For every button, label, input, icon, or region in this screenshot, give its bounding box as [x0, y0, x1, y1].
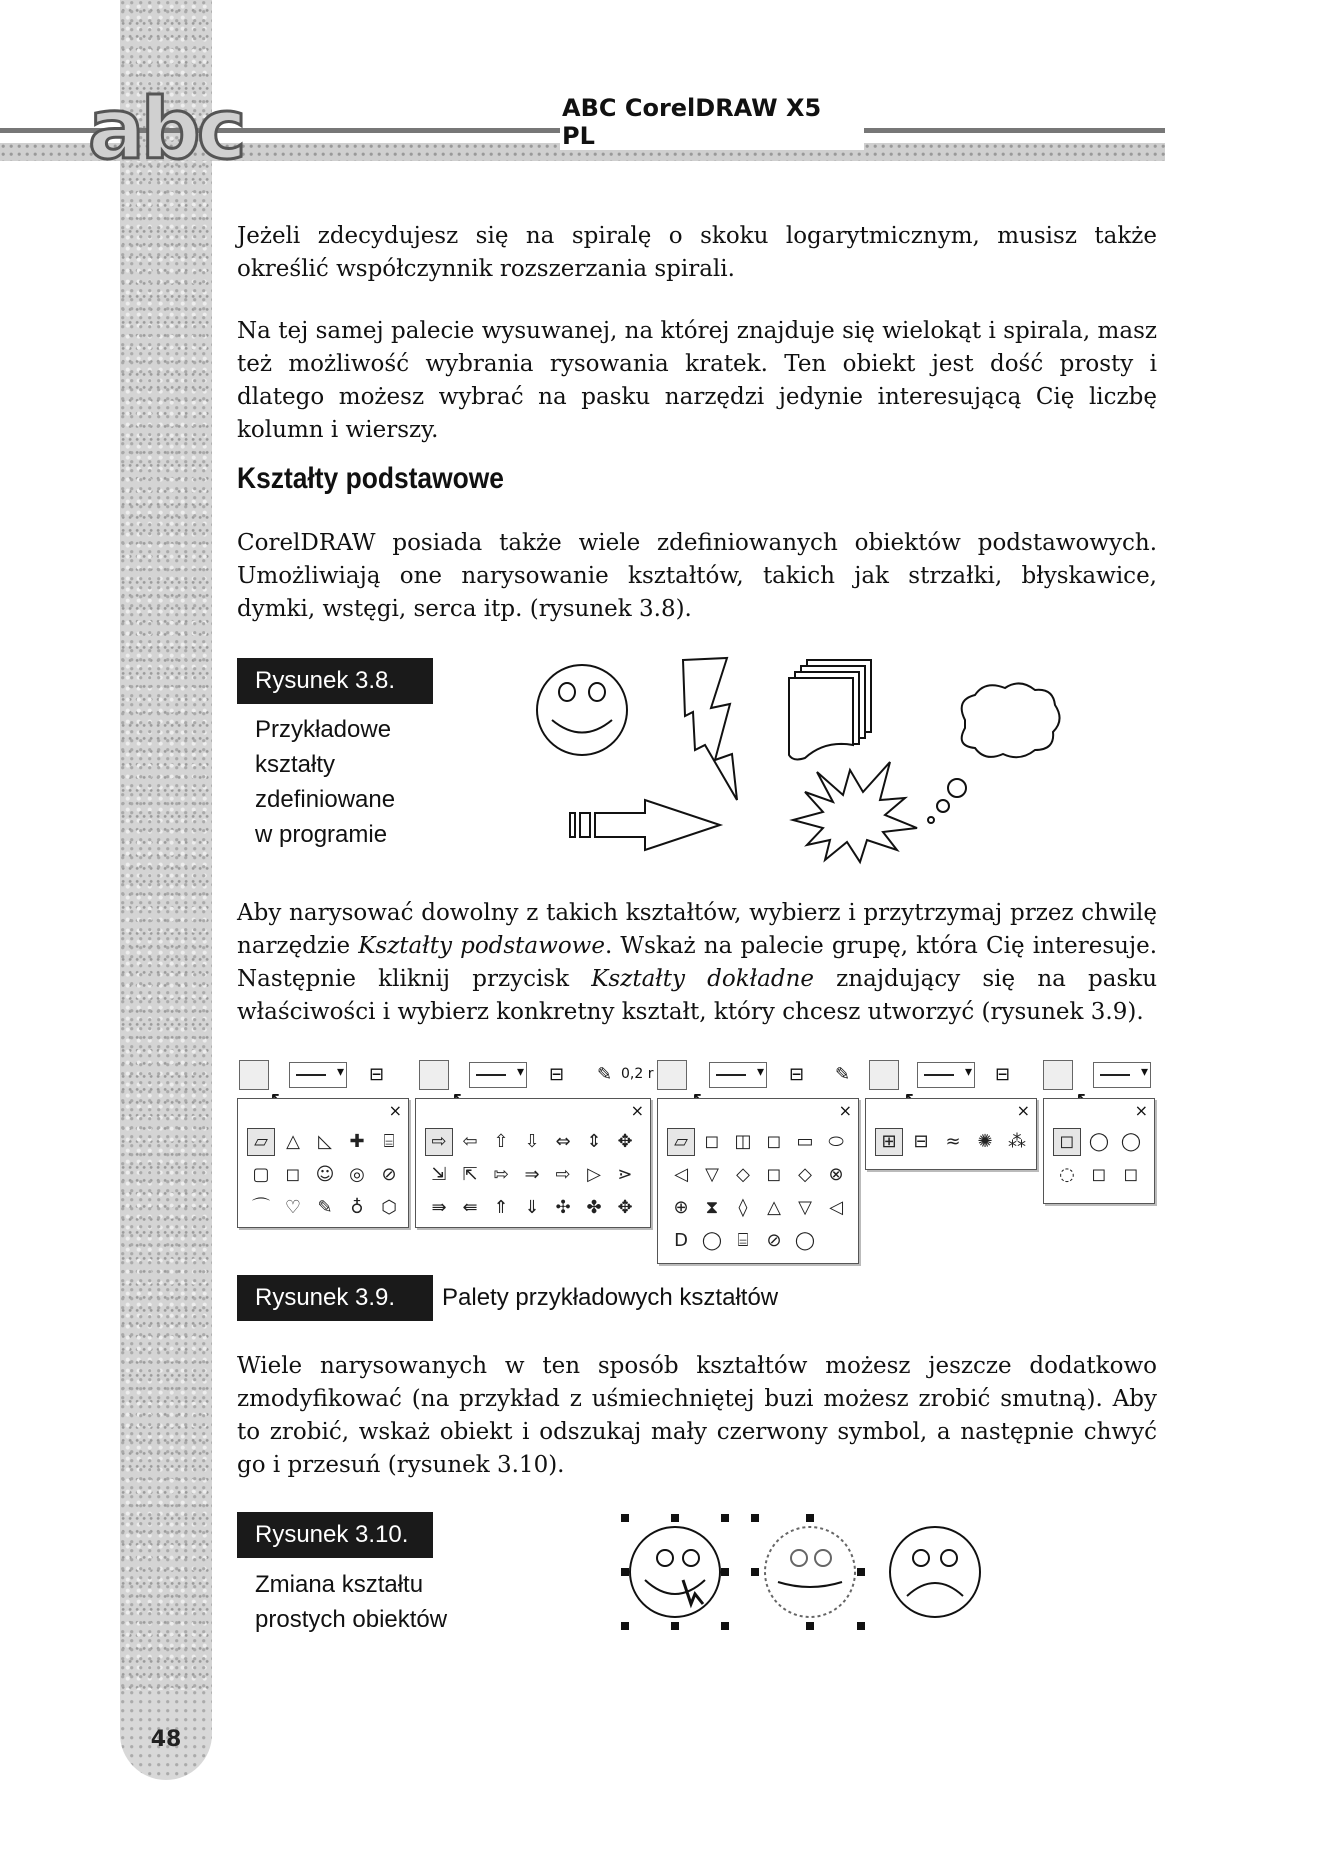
arrow-shapes-shape-icon[interactable]: ⇦	[462, 1131, 478, 1152]
arrow-shapes-shape-icon[interactable]: ⇧	[493, 1131, 509, 1152]
document-stack-shape	[789, 660, 871, 759]
flowchart-shapes-shape-icon[interactable]: ▱	[667, 1128, 695, 1156]
basic-shapes-shape-icon[interactable]: ♡	[284, 1197, 302, 1218]
arrow-shapes-shape-icon[interactable]: ⇚	[462, 1197, 478, 1218]
outline-width-dropdown-2[interactable]	[469, 1062, 527, 1088]
figure-3-10-label: Rysunek 3.10.	[237, 1512, 433, 1558]
palette-flowchart-shapes	[657, 1098, 859, 1264]
explosion-shape	[793, 762, 917, 862]
book-title: ABC CorelDRAW X5 PL	[560, 94, 864, 150]
arrow-shapes-shape-icon[interactable]: ⇒	[524, 1164, 540, 1185]
flowchart-shapes-shape-icon[interactable]: ⬭	[828, 1131, 844, 1152]
banner-shapes-shape-icon[interactable]: ⊞	[875, 1128, 903, 1156]
arrow-shapes-shape-icon[interactable]: ▷	[587, 1164, 601, 1185]
transforming-face	[751, 1514, 865, 1630]
arrow-shapes-shape-icon[interactable]: ✥	[617, 1131, 633, 1152]
wrap-icon-3[interactable]: ⊟	[789, 1064, 805, 1085]
close-icon-5[interactable]: ×	[1134, 1101, 1148, 1120]
callout-shapes-shape-icon[interactable]: ◯	[1088, 1131, 1110, 1152]
striped-arrow-shape	[570, 800, 720, 850]
wrap-icon-2[interactable]: ⊟	[549, 1064, 565, 1085]
flowchart-shapes-shape-icon[interactable]: ▽	[705, 1164, 719, 1185]
button-name-perfect-shapes: Kształty dokładne	[591, 966, 814, 992]
flowchart-shapes-shape-icon[interactable]: D	[674, 1230, 688, 1251]
arrow-shapes-shape-icon[interactable]: ⇰	[493, 1164, 509, 1185]
basic-shapes-shape-icon[interactable]: ✎	[317, 1197, 333, 1218]
flowchart-shapes-shape-icon[interactable]: ▭	[796, 1131, 814, 1152]
close-icon-4[interactable]: ×	[1016, 1101, 1030, 1120]
flowchart-shapes-shape-icon[interactable]: ⊕	[673, 1197, 689, 1218]
section-title: Kształty podstawowe	[237, 462, 504, 495]
basic-shapes-shape-icon[interactable]: ⌒	[252, 1197, 270, 1218]
palette-callout-shapes	[1043, 1098, 1155, 1204]
figure-3-8-shapes	[525, 650, 1085, 875]
banner-shapes-shape-icon[interactable]: ≈	[945, 1131, 961, 1152]
flowchart-shapes-shape-icon[interactable]: ◇	[798, 1164, 812, 1185]
figure-3-8-caption: Przykładowe kształty zdefiniowane w programie	[255, 716, 396, 848]
flowchart-shapes-shape-icon[interactable]: ◊	[738, 1197, 748, 1218]
tool-name-basic-shapes: Kształty podstawowe	[358, 933, 605, 959]
paragraph-4: Aby narysować dowolny z takich kształtów, wybierz i przytrzymaj przez chwilę narzędzie Kształty podstawowe. Wskaż na palecie grupę, która Cię interesuje. Następnie kliknij przycisk Kształty dokładne znajdujący się na pasku właściwości i wybierz konkretny kształt, który chcesz utworzyć (rysunek 3.9).	[237, 900, 1158, 1025]
outline-width-dropdown-4[interactable]	[917, 1062, 975, 1088]
flowchart-shapes-shape-icon[interactable]: ◇	[736, 1164, 750, 1185]
perfect-shapes-button-2[interactable]	[419, 1060, 449, 1090]
flowchart-shapes-shape-icon[interactable]: ◯	[701, 1230, 723, 1251]
lightning-shape	[683, 658, 737, 800]
side-decoration-stripe	[120, 0, 212, 1720]
paragraph-3: CorelDRAW posiada także wiele zdefiniowanych obiektów podstawowych. Umożliwiają one narysowanie kształtów, takich jak strzałki, błyskawice, dymki, wstęgi, serca itp. (rysunek 3.8).	[237, 530, 1157, 622]
perfect-shapes-button-3[interactable]	[657, 1060, 687, 1090]
flowchart-shapes-shape-icon[interactable]: ◁	[674, 1164, 688, 1185]
wrap-icon-4[interactable]: ⊟	[995, 1064, 1011, 1085]
flowchart-shapes-shape-icon[interactable]: ◫	[734, 1131, 752, 1152]
wrap-icon[interactable]: ⊟	[369, 1064, 385, 1085]
arrow-shapes-shape-icon[interactable]: ⇱	[462, 1164, 478, 1185]
perfect-shapes-button[interactable]	[239, 1060, 269, 1090]
basic-shapes-shape-icon[interactable]: ◻	[285, 1164, 301, 1185]
arrow-shapes-shape-icon[interactable]: ⋗	[617, 1164, 633, 1185]
close-icon[interactable]: ×	[388, 1101, 402, 1120]
callout-shapes-shape-icon[interactable]: ◯	[1120, 1131, 1142, 1152]
smiley-face-shape	[537, 665, 627, 755]
arrow-shapes-shape-icon[interactable]: ⇨	[425, 1128, 453, 1156]
basic-shapes-shape-icon[interactable]: ◎	[349, 1164, 365, 1185]
flowchart-shapes-shape-icon[interactable]: ⌸	[737, 1230, 749, 1251]
arrow-shapes-shape-icon[interactable]: ⇕	[586, 1131, 602, 1152]
basic-shapes-shape-icon[interactable]: ♁	[350, 1197, 364, 1218]
flowchart-shapes-shape-icon[interactable]: ⊘	[766, 1230, 782, 1251]
arrow-shapes-shape-icon[interactable]: ✤	[586, 1197, 602, 1218]
basic-shapes-shape-icon[interactable]: ☺	[315, 1164, 335, 1185]
close-icon-3[interactable]: ×	[838, 1101, 852, 1120]
callout-shapes-shape-icon[interactable]: ◻	[1091, 1164, 1107, 1185]
figure-3-10-faces	[615, 1508, 985, 1633]
flowchart-shapes-shape-icon[interactable]: ▽	[798, 1197, 812, 1218]
paragraph-2: Na tej samej palecie wysuwanej, na której znajduje się wielokąt i spirala, masz też możliwość wybrania rysowania kratek. Ten obiekt jest dość prosty i dlatego możesz wybrać na pasku narzędzi jedynie interesującą Cię liczbę kolumn i wierszy.	[237, 318, 1157, 443]
banner-shapes-shape-icon[interactable]: ⊟	[913, 1131, 929, 1152]
palette-basic-shapes	[237, 1098, 409, 1228]
flowchart-shapes-shape-icon[interactable]: ◻	[766, 1131, 782, 1152]
flowchart-shapes-shape-icon[interactable]: ◯	[794, 1230, 816, 1251]
flowchart-shapes-shape-icon[interactable]: ◻	[704, 1131, 720, 1152]
perfect-shapes-button-4[interactable]	[869, 1060, 899, 1090]
outline-width-dropdown[interactable]	[289, 1062, 347, 1088]
abc-logo: abc	[88, 80, 243, 178]
arrow-shapes-shape-icon[interactable]: ⇲	[431, 1164, 447, 1185]
figure-3-8-label: Rysunek 3.8.	[237, 658, 433, 704]
basic-shapes-shape-icon[interactable]: ◺	[318, 1131, 332, 1152]
arrow-shapes-shape-icon[interactable]: ⇩	[524, 1131, 540, 1152]
arrow-shapes-shape-icon[interactable]: ⇑	[493, 1197, 509, 1218]
callout-shapes-shape-icon[interactable]: ◻	[1053, 1128, 1081, 1156]
banner-shapes-shape-icon[interactable]: ✺	[977, 1131, 993, 1152]
basic-shapes-shape-icon[interactable]: ✚	[349, 1131, 365, 1152]
arrow-shapes-shape-icon[interactable]: ⇨	[555, 1164, 571, 1185]
banner-shapes-shape-icon[interactable]: ⁂	[1008, 1131, 1026, 1152]
flowchart-shapes-shape-icon[interactable]: ◻	[766, 1164, 782, 1185]
paragraph-5: Wiele narysowanych w ten sposób kształtów możesz jeszcze dodatkowo zmodyfikować (na przykład z uśmiechniętej buzi możesz zrobić smutną). Aby to zrobić, wskaż obiekt i odszukaj mały czerwony symbol, a następnie chwyć go i przesuń (rysunek 3.10).	[237, 1353, 1157, 1478]
figure-3-9-caption: Palety przykładowych kształtów	[442, 1284, 779, 1311]
pen-icon-2[interactable]: ✎	[835, 1064, 851, 1085]
perfect-shapes-button-5[interactable]	[1043, 1060, 1073, 1090]
outline-value[interactable]: 0,2 r	[621, 1066, 654, 1082]
flowchart-shapes-shape-icon[interactable]: △	[767, 1197, 781, 1218]
cloud-callout-shape	[928, 683, 1060, 823]
outline-width-dropdown-5[interactable]	[1093, 1062, 1151, 1088]
basic-shapes-shape-icon[interactable]: ▱	[247, 1128, 275, 1156]
callout-shapes-shape-icon[interactable]: ◌	[1059, 1164, 1075, 1185]
arrow-shapes-shape-icon[interactable]: ✥	[617, 1197, 633, 1218]
arrow-shapes-shape-icon[interactable]: ⇓	[524, 1197, 540, 1218]
figure-3-9-label: Rysunek 3.9.	[237, 1275, 433, 1321]
outline-width-dropdown-3[interactable]	[709, 1062, 767, 1088]
figure-3-10-caption: Zmiana kształtu prostych obiektów	[255, 1571, 448, 1633]
basic-shapes-shape-icon[interactable]: ⌸	[383, 1131, 395, 1152]
arrow-shapes-shape-icon[interactable]: ⇔	[555, 1131, 571, 1152]
basic-shapes-shape-icon[interactable]: △	[286, 1131, 300, 1152]
figure-3-9-palettes	[237, 1058, 1157, 1268]
basic-shapes-shape-icon[interactable]: ⬡	[381, 1197, 397, 1218]
close-icon-2[interactable]: ×	[630, 1101, 644, 1120]
selected-smiley-face	[621, 1514, 729, 1630]
palette-arrow-shapes	[415, 1098, 651, 1228]
palette-banner-shapes	[865, 1098, 1037, 1170]
paragraph-1: Jeżeli zdecydujesz się na spiralę o skoku logarytmicznym, musisz także określić współczynnik rozszerzania spirali.	[237, 223, 1157, 282]
flowchart-shapes-shape-icon[interactable]: ◁	[829, 1197, 843, 1218]
pen-icon[interactable]: ✎	[597, 1064, 613, 1085]
flowchart-shapes-shape-icon[interactable]: ⧗	[705, 1197, 719, 1218]
flowchart-shapes-shape-icon[interactable]: ⊗	[828, 1164, 844, 1185]
callout-shapes-shape-icon[interactable]: ◻	[1123, 1164, 1139, 1185]
basic-shapes-shape-icon[interactable]: ⊘	[381, 1164, 397, 1185]
page-number: 48	[150, 1727, 182, 1752]
arrow-shapes-shape-icon[interactable]: ⇛	[431, 1197, 447, 1218]
sad-face-shape	[890, 1527, 980, 1617]
property-bar	[237, 1058, 1157, 1092]
arrow-shapes-shape-icon[interactable]: ✣	[555, 1197, 571, 1218]
basic-shapes-shape-icon[interactable]: ▢	[252, 1164, 270, 1185]
